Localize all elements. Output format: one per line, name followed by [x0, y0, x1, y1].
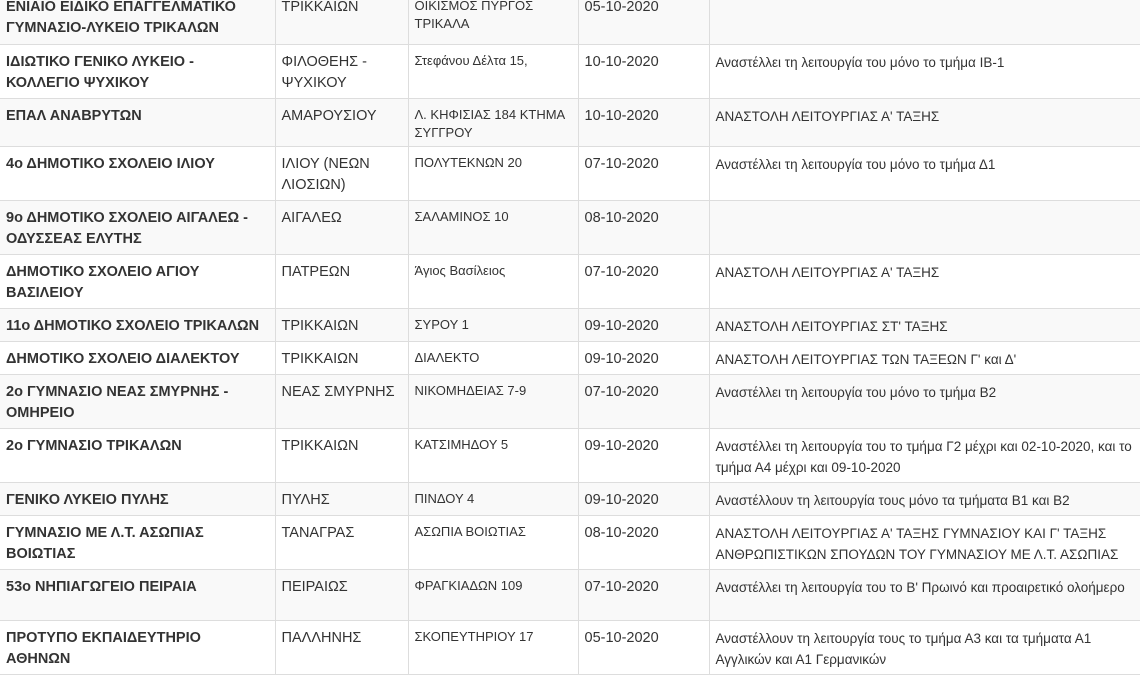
address-cell: ΝΙΚΟΜΗΔΕΙΑΣ 7-9 — [408, 374, 578, 428]
table-row — [0, 98, 1140, 146]
table-row — [0, 374, 1140, 428]
note-cell: Αναστέλλει τη λειτουργία του μόνο το τμήμα Δ1 — [709, 146, 1140, 200]
note-cell: ΑΝΑΣΤΟΛΗ ΛΕΙΤΟΥΡΓΙΑΣ Α' ΤΑΞΗΣ — [709, 98, 1140, 146]
table-row — [0, 308, 1140, 341]
date-cell: 10-10-2020 — [578, 44, 709, 98]
table-row — [0, 254, 1140, 308]
school-name-cell: ΓΕΝΙΚΟ ΛΥΚΕΙΟ ΠΥΛΗΣ — [0, 482, 275, 515]
municipality-cell: ΙΛΙΟΥ (ΝΕΩΝ ΛΙΟΣΙΩΝ) — [275, 146, 408, 200]
note-cell: Αναστέλλει τη λειτουργία του μόνο το τμήμα ΙΒ-1 — [709, 44, 1140, 98]
school-name-cell: 4ο ΔΗΜΟΤΙΚΟ ΣΧΟΛΕΙΟ ΙΛΙΟΥ — [0, 146, 275, 200]
address-cell: ΦΡΑΓΚΙΑΔΩΝ 109 — [408, 569, 578, 620]
date-cell: 05-10-2020 — [578, 0, 709, 44]
note-cell: Αναστέλλει τη λειτουργία του μόνο το τμήμα Β2 — [709, 374, 1140, 428]
municipality-cell: ΤΡΙΚΚΑΙΩΝ — [275, 341, 408, 374]
table-row — [0, 482, 1140, 515]
municipality-cell: ΤΡΙΚΚΑΙΩΝ — [275, 428, 408, 482]
municipality-cell: ΦΙΛΟΘΕΗΣ - ΨΥΧΙΚΟΥ — [275, 44, 408, 98]
address-cell: ΠΟΛΥΤΕΚΝΩΝ 20 — [408, 146, 578, 200]
note-cell: Αναστέλλει τη λειτουργία του το Β' Πρωινό και προαιρετικό ολοήμερο — [709, 569, 1140, 620]
note-cell — [709, 0, 1140, 44]
table-row — [0, 515, 1140, 569]
note-cell: Αναστέλλουν τη λειτουργία τους μόνο τα τμήματα Β1 και Β2 — [709, 482, 1140, 515]
date-cell: 08-10-2020 — [578, 200, 709, 254]
note-cell: ΑΝΑΣΤΟΛΗ ΛΕΙΤΟΥΡΓΙΑΣ Α' ΤΑΞΗΣ — [709, 254, 1140, 308]
school-name-cell: ΕΝΙΑΙΟ ΕΙΔΙΚΟ ΕΠΑΓΓΕΛΜΑΤΙΚΟ ΓΥΜΝΑΣΙΟ-ΛΥΚΕΙΟ ΤΡΙΚΑΛΩΝ — [0, 0, 275, 44]
school-name-cell: 2ο ΓΥΜΝΑΣΙΟ ΤΡΙΚΑΛΩΝ — [0, 428, 275, 482]
date-cell: 09-10-2020 — [578, 482, 709, 515]
note-cell: ΑΝΑΣΤΟΛΗ ΛΕΙΤΟΥΡΓΙΑΣ ΤΩΝ ΤΑΞΕΩΝ Γ' και Δ' — [709, 341, 1140, 374]
municipality-cell: ΑΙΓΑΛΕΩ — [275, 200, 408, 254]
school-name-cell: 53ο ΝΗΠΙΑΓΩΓΕΙΟ ΠΕΙΡΑΙΑ — [0, 569, 275, 620]
address-cell: ΣΚΟΠΕΥΤΗΡΙΟΥ 17 — [408, 620, 578, 674]
table-row — [0, 428, 1140, 482]
municipality-cell: ΑΜΑΡΟΥΣΙΟΥ — [275, 98, 408, 146]
school-name-cell: ΠΡΟΤΥΠΟ ΕΚΠΑΙΔΕΥΤΗΡΙΟ ΑΘΗΝΩΝ — [0, 620, 275, 674]
note-cell — [709, 200, 1140, 254]
school-name-cell: ΙΔΙΩΤΙΚΟ ΓΕΝΙΚΟ ΛΥΚΕΙΟ - ΚΟΛΛΕΓΙΟ ΨΥΧΙΚΟΥ — [0, 44, 275, 98]
address-cell: Λ. ΚΗΦΙΣΙΑΣ 184 ΚΤΗΜΑ ΣΥΓΓΡΟΥ — [408, 98, 578, 146]
date-cell: 09-10-2020 — [578, 428, 709, 482]
municipality-cell: ΠΕΙΡΑΙΩΣ — [275, 569, 408, 620]
table-row — [0, 200, 1140, 254]
municipality-cell: ΠΑΤΡΕΩΝ — [275, 254, 408, 308]
note-cell: Αναστέλλει τη λειτουργία του το τμήμα Γ2 μέχρι και 02-10-2020, και το τμήμα Α4 μέχρι και 09-10-2020 — [709, 428, 1140, 482]
note-cell: ΑΝΑΣΤΟΛΗ ΛΕΙΤΟΥΡΓΙΑΣ ΣΤ' ΤΑΞΗΣ — [709, 308, 1140, 341]
table-row — [0, 0, 1140, 44]
municipality-cell: ΠΥΛΗΣ — [275, 482, 408, 515]
date-cell: 07-10-2020 — [578, 254, 709, 308]
address-cell: Στεφάνου Δέλτα 15, — [408, 44, 578, 98]
table-row — [0, 569, 1140, 620]
address-cell: ΣΑΛΑΜΙΝΟΣ 10 — [408, 200, 578, 254]
school-name-cell: ΔΗΜΟΤΙΚΟ ΣΧΟΛΕΙΟ ΑΓΙΟΥ ΒΑΣΙΛΕΙΟΥ — [0, 254, 275, 308]
table-row — [0, 620, 1140, 674]
address-cell: ΑΣΩΠΙΑ ΒΟΙΩΤΙΑΣ — [408, 515, 578, 569]
address-cell: ΔΙΑΛΕΚΤΟ — [408, 341, 578, 374]
date-cell: 07-10-2020 — [578, 569, 709, 620]
date-cell: 10-10-2020 — [578, 98, 709, 146]
school-name-cell: 11ο ΔΗΜΟΤΙΚΟ ΣΧΟΛΕΙΟ ΤΡΙΚΑΛΩΝ — [0, 308, 275, 341]
table-row — [0, 44, 1140, 98]
municipality-cell: ΝΕΑΣ ΣΜΥΡΝΗΣ — [275, 374, 408, 428]
date-cell: 05-10-2020 — [578, 620, 709, 674]
address-cell: Άγιος Βασίλειος — [408, 254, 578, 308]
municipality-cell: ΤΡΙΚΚΑΙΩΝ — [275, 0, 408, 44]
date-cell: 09-10-2020 — [578, 341, 709, 374]
note-cell: Αναστέλλουν τη λειτουργία τους το τμήμα Α3 και τα τμήματα Α1 Αγγλικών και Α1 Γερμανικών — [709, 620, 1140, 674]
note-cell: ΑΝΑΣΤΟΛΗ ΛΕΙΤΟΥΡΓΙΑΣ Α' ΤΑΞΗΣ ΓΥΜΝΑΣΙΟΥ ΚΑΙ Γ' ΤΑΞΗΣ ΑΝΘΡΩΠΙΣΤΙΚΩΝ ΣΠΟΥΔΩΝ ΤΟΥ ΓΥΜΝΑΣΙΟΥ ΜΕ Λ.Τ. ΑΣΩΠΙΑΣ — [709, 515, 1140, 569]
address-cell: ΟΙΚΙΣΜΟΣ ΠΥΡΓΟΣ ΤΡΙΚΑΛΑ — [408, 0, 578, 44]
date-cell: 09-10-2020 — [578, 308, 709, 341]
address-cell: ΣΥΡΟΥ 1 — [408, 308, 578, 341]
date-cell: 08-10-2020 — [578, 515, 709, 569]
school-name-cell: ΔΗΜΟΤΙΚΟ ΣΧΟΛΕΙΟ ΔΙΑΛΕΚΤΟΥ — [0, 341, 275, 374]
municipality-cell: ΠΑΛΛΗΝΗΣ — [275, 620, 408, 674]
table-row — [0, 341, 1140, 374]
table-row — [0, 146, 1140, 200]
school-name-cell: ΕΠΑΛ ΑΝΑΒΡΥΤΩΝ — [0, 98, 275, 146]
school-name-cell: 2ο ΓΥΜΝΑΣΙΟ ΝΕΑΣ ΣΜΥΡΝΗΣ - ΟΜΗΡΕΙΟ — [0, 374, 275, 428]
date-cell: 07-10-2020 — [578, 374, 709, 428]
school-name-cell: ΓΥΜΝΑΣΙΟ ΜΕ Λ.Τ. ΑΣΩΠΙΑΣ ΒΟΙΩΤΙΑΣ — [0, 515, 275, 569]
municipality-cell: ΤΑΝΑΓΡΑΣ — [275, 515, 408, 569]
school-name-cell: 9ο ΔΗΜΟΤΙΚΟ ΣΧΟΛΕΙΟ ΑΙΓΑΛΕΩ - ΟΔΥΣΣΕΑΣ ΕΛΥΤΗΣ — [0, 200, 275, 254]
address-cell: ΠΙΝΔΟΥ 4 — [408, 482, 578, 515]
municipality-cell: ΤΡΙΚΚΑΙΩΝ — [275, 308, 408, 341]
date-cell: 07-10-2020 — [578, 146, 709, 200]
address-cell: ΚΑΤΣΙΜΗΔΟΥ 5 — [408, 428, 578, 482]
